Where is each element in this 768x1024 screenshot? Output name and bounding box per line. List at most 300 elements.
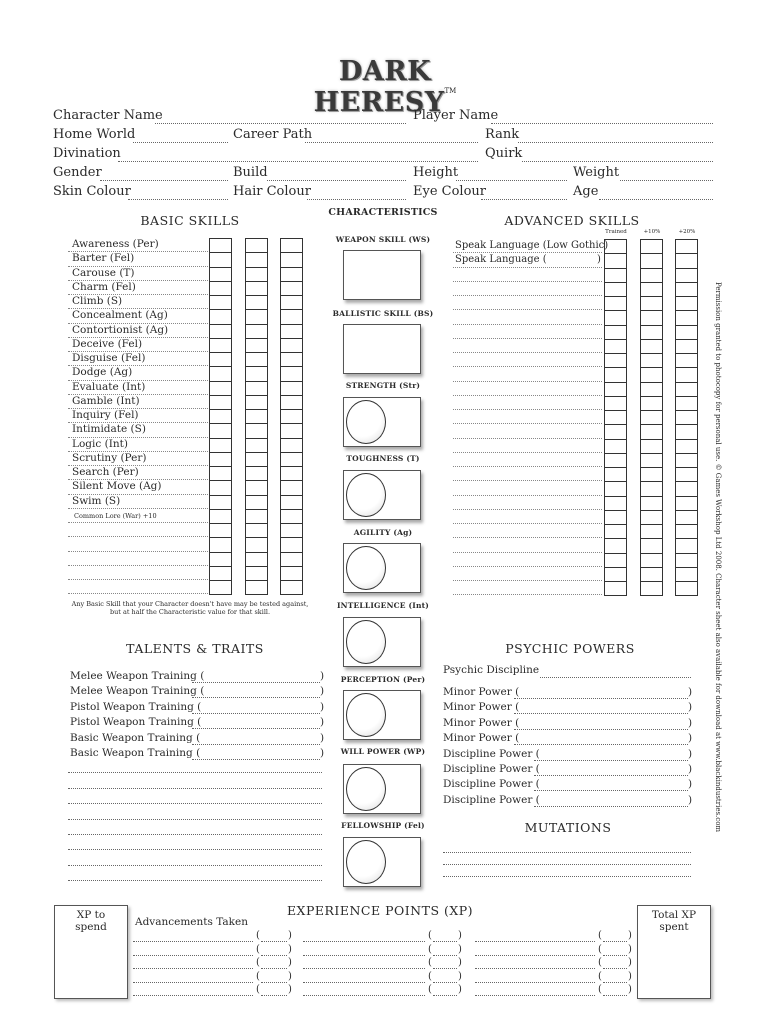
advancement-cost-field[interactable] <box>433 954 457 956</box>
advanced-skill-checkbox[interactable] <box>675 310 698 325</box>
advancement-cost-field[interactable] <box>433 940 457 942</box>
advanced-skill-checkbox[interactable] <box>604 496 627 511</box>
advanced-skill-checkbox[interactable] <box>675 325 698 340</box>
advanced-skill-checkbox[interactable] <box>640 496 663 511</box>
basic-skill-checkbox[interactable] <box>245 366 268 381</box>
advanced-skill-line[interactable] <box>453 509 602 510</box>
advanced-skill-checkbox[interactable] <box>675 567 698 582</box>
advanced-skill-checkbox[interactable] <box>604 310 627 325</box>
advancement-close-paren: ) <box>288 957 292 968</box>
basic-skill-checkbox[interactable] <box>280 552 303 567</box>
basic-skill-checkbox[interactable] <box>245 566 268 581</box>
advanced-skill-checkbox[interactable] <box>640 510 663 525</box>
characteristic-box[interactable] <box>343 324 421 374</box>
basic-skill-checkbox[interactable] <box>280 295 303 310</box>
basic-skill-checkbox[interactable] <box>209 552 232 567</box>
advanced-skill-checkbox[interactable] <box>604 453 627 468</box>
basic-skill-checkbox[interactable] <box>209 238 232 253</box>
advanced-skill-checkbox[interactable] <box>640 268 663 283</box>
label-rank: Rank <box>485 127 520 142</box>
advanced-skill-checkbox[interactable] <box>640 253 663 268</box>
advanced-skill-checkbox[interactable] <box>675 453 698 468</box>
basic-skill-checkbox[interactable] <box>280 580 303 595</box>
talent-line[interactable] <box>68 833 322 835</box>
characteristic-box[interactable] <box>343 837 421 887</box>
advanced-skill-checkbox[interactable] <box>675 538 698 553</box>
advanced-skill-checkbox[interactable] <box>675 439 698 454</box>
advancement-line[interactable] <box>133 954 253 956</box>
basic-skill-checkbox[interactable] <box>280 381 303 396</box>
advanced-skill-checkbox[interactable] <box>675 496 698 511</box>
field-rank[interactable] <box>518 141 713 143</box>
field-character-name[interactable] <box>155 122 406 124</box>
basic-skill-checkbox[interactable] <box>209 466 232 481</box>
advanced-skill-line <box>453 267 602 268</box>
advanced-skill-line[interactable] <box>453 395 602 396</box>
basic-skill-checkbox[interactable] <box>209 324 232 339</box>
characteristic-label: BALLISTIC SKILL (BS) <box>332 309 434 318</box>
advanced-skill-checkbox[interactable] <box>675 396 698 411</box>
field-home-world[interactable] <box>133 141 228 143</box>
talent-field[interactable] <box>192 696 320 698</box>
field-quirk[interactable] <box>522 160 713 162</box>
field-divination[interactable] <box>118 160 478 162</box>
talent-line[interactable] <box>68 879 322 881</box>
advanced-skill-checkbox[interactable] <box>604 325 627 340</box>
advanced-skill-checkbox[interactable] <box>675 467 698 482</box>
basic-skill-checkbox[interactable] <box>280 495 303 510</box>
field-hair-colour[interactable] <box>307 198 406 200</box>
advanced-skill-checkbox[interactable] <box>640 396 663 411</box>
basic-skill-checkbox[interactable] <box>280 509 303 524</box>
basic-skill-label: Disguise (Fel) <box>72 352 146 364</box>
dark-heresy-logo <box>300 56 470 118</box>
advanced-skill-line <box>453 252 602 253</box>
basic-skill-checkbox[interactable] <box>280 409 303 424</box>
basic-skill-checkbox[interactable] <box>209 523 232 538</box>
advanced-skill-checkbox[interactable] <box>640 382 663 397</box>
advanced-skill-line[interactable] <box>453 423 602 424</box>
basic-skill-label: Scrutiny (Per) <box>72 451 147 464</box>
basic-skill-checkbox[interactable] <box>209 338 232 353</box>
advancement-line[interactable] <box>475 981 595 983</box>
basic-skill-checkbox[interactable] <box>209 252 232 267</box>
characteristic-box[interactable] <box>343 397 421 447</box>
advanced-skill-line[interactable] <box>453 594 602 595</box>
basic-skill-checkbox[interactable] <box>245 267 268 282</box>
psychic-power-field[interactable] <box>534 774 688 776</box>
field-gender[interactable] <box>100 179 228 181</box>
basic-skill-checkbox[interactable] <box>245 423 268 438</box>
advanced-skill-line[interactable] <box>453 324 602 325</box>
advanced-skill-checkbox[interactable] <box>604 481 627 496</box>
psychic-discipline-line[interactable] <box>540 676 691 678</box>
advanced-skill-checkbox[interactable] <box>675 410 698 425</box>
basic-skill-checkbox[interactable] <box>209 423 232 438</box>
psychic-power-label: Discipline Power ( <box>443 747 540 760</box>
common-lore-label: Common Lore (War) +10 <box>74 511 157 520</box>
talent-label: Melee Weapon Training ( <box>70 670 205 682</box>
advanced-skill-checkbox[interactable] <box>604 282 627 297</box>
talent-field[interactable] <box>192 712 320 714</box>
advancement-cost-field[interactable] <box>261 994 287 996</box>
advanced-skill-checkbox[interactable] <box>604 424 627 439</box>
field-player-name[interactable] <box>491 122 713 124</box>
advanced-skill-checkbox[interactable] <box>675 382 698 397</box>
basic-skill-checkbox[interactable] <box>245 409 268 424</box>
basic-skill-checkbox[interactable] <box>245 537 268 552</box>
basic-skill-checkbox[interactable] <box>209 381 232 396</box>
field-build[interactable] <box>267 179 406 181</box>
advanced-skill-checkbox[interactable] <box>640 325 663 340</box>
advancement-line[interactable] <box>303 954 425 956</box>
advanced-skill-checkbox[interactable] <box>604 367 627 382</box>
advanced-skill-line[interactable] <box>453 438 602 439</box>
mutation-line[interactable] <box>443 863 691 865</box>
advanced-skill-checkbox[interactable] <box>604 567 627 582</box>
label-player-name: Player Name <box>413 108 499 123</box>
psychic-power-field[interactable] <box>514 743 688 745</box>
basic-skill-checkbox[interactable] <box>209 295 232 310</box>
characteristic-circle[interactable] <box>346 767 386 811</box>
basic-skill-checkbox[interactable] <box>280 252 303 267</box>
basic-skill-checkbox[interactable] <box>209 409 232 424</box>
advanced-skill-checkbox[interactable] <box>675 424 698 439</box>
advancement-open-paren: ( <box>598 984 602 995</box>
characteristic-box[interactable] <box>343 470 421 520</box>
psychic-power-field[interactable] <box>514 712 688 714</box>
basic-skill-checkbox[interactable] <box>209 509 232 524</box>
advanced-skill-line[interactable] <box>453 580 602 581</box>
advancement-cost-field[interactable] <box>261 954 287 956</box>
advanced-column-header: +20% <box>678 229 696 235</box>
advanced-skill-line[interactable] <box>453 281 602 282</box>
basic-skill-checkbox[interactable] <box>209 537 232 552</box>
field-age[interactable] <box>599 198 713 200</box>
advanced-skill-checkbox[interactable] <box>640 453 663 468</box>
advanced-skill-checkbox[interactable] <box>675 524 698 539</box>
field-height[interactable] <box>456 179 567 181</box>
basic-skill-checkbox[interactable] <box>209 566 232 581</box>
advanced-skill-checkbox[interactable] <box>640 581 663 596</box>
advanced-skill-line[interactable] <box>453 352 602 353</box>
advanced-skill-checkbox[interactable] <box>640 538 663 553</box>
talent-line[interactable] <box>68 818 322 820</box>
advanced-skill-checkbox[interactable] <box>604 581 627 596</box>
advanced-skill-line[interactable] <box>453 295 602 296</box>
advanced-skill-line[interactable] <box>453 452 602 453</box>
advancement-cost-field[interactable] <box>433 967 457 969</box>
advanced-skill-checkbox[interactable] <box>675 253 698 268</box>
characteristics-heading: CHARACTERISTICS <box>328 207 438 218</box>
advanced-skill-checkbox[interactable] <box>604 553 627 568</box>
basic-skill-checkbox[interactable] <box>245 509 268 524</box>
advancement-close-paren: ) <box>288 930 292 941</box>
advanced-skill-checkbox[interactable] <box>640 467 663 482</box>
characteristic-circle[interactable] <box>346 546 386 590</box>
advanced-skill-checkbox[interactable] <box>640 310 663 325</box>
basic-skill-checkbox[interactable] <box>280 324 303 339</box>
basic-skill-checkbox[interactable] <box>245 309 268 324</box>
basic-skill-checkbox[interactable] <box>209 438 232 453</box>
advanced-skill-checkbox[interactable] <box>604 467 627 482</box>
basic-skill-checkbox[interactable] <box>245 523 268 538</box>
advanced-skill-checkbox[interactable] <box>675 296 698 311</box>
advancement-line[interactable] <box>475 954 595 956</box>
advancement-line[interactable] <box>133 994 253 996</box>
mutation-line[interactable] <box>443 875 691 877</box>
advanced-skill-checkbox[interactable] <box>640 481 663 496</box>
basic-skill-checkbox[interactable] <box>245 480 268 495</box>
basic-skill-checkbox[interactable] <box>280 309 303 324</box>
talent-field[interactable] <box>192 727 320 729</box>
field-eye-colour[interactable] <box>481 198 567 200</box>
advanced-skills-heading: ADVANCED SKILLS <box>504 213 640 228</box>
basic-skill-checkbox[interactable] <box>209 352 232 367</box>
talent-field[interactable] <box>192 681 320 683</box>
advanced-skill-checkbox[interactable] <box>604 296 627 311</box>
advanced-skill-checkbox[interactable] <box>675 239 698 254</box>
basic-skill-checkbox[interactable] <box>209 309 232 324</box>
basic-skill-line[interactable] <box>68 593 208 594</box>
psychic-power-field[interactable] <box>534 789 688 791</box>
advanced-skill-line[interactable] <box>453 338 602 339</box>
advanced-skill-checkbox[interactable] <box>604 268 627 283</box>
label-home-world: Home World <box>53 127 136 142</box>
advanced-skill-line[interactable] <box>453 466 602 467</box>
psychic-close-paren: ) <box>688 732 693 745</box>
advanced-skill-checkbox[interactable] <box>640 524 663 539</box>
advanced-skill-checkbox[interactable] <box>640 424 663 439</box>
advancement-line[interactable] <box>303 940 425 942</box>
advanced-skill-checkbox[interactable] <box>675 481 698 496</box>
advanced-skill-checkbox[interactable] <box>640 410 663 425</box>
basic-skill-checkbox[interactable] <box>245 395 268 410</box>
talents-heading: TALENTS & TRAITS <box>126 641 264 656</box>
basic-skill-checkbox[interactable] <box>280 523 303 538</box>
basic-skill-checkbox[interactable] <box>280 480 303 495</box>
psychic-power-field[interactable] <box>514 697 688 699</box>
advanced-skill-checkbox[interactable] <box>640 367 663 382</box>
advanced-skill-checkbox[interactable] <box>640 567 663 582</box>
advanced-skill-checkbox[interactable] <box>604 538 627 553</box>
basic-skill-label: Barter (Fel) <box>72 252 135 265</box>
basic-skill-checkbox[interactable] <box>245 466 268 481</box>
advanced-skill-checkbox[interactable] <box>675 367 698 382</box>
basic-skill-checkbox[interactable] <box>280 537 303 552</box>
advanced-skill-checkbox[interactable] <box>640 353 663 368</box>
advanced-skill-checkbox[interactable] <box>640 282 663 297</box>
characteristic-box[interactable] <box>343 543 421 593</box>
basic-skill-line[interactable] <box>68 551 208 552</box>
basic-skill-checkbox[interactable] <box>280 395 303 410</box>
basic-skill-line[interactable] <box>68 536 208 537</box>
basic-skill-checkbox[interactable] <box>280 352 303 367</box>
talent-line[interactable] <box>68 864 322 866</box>
basic-skill-checkbox[interactable] <box>245 281 268 296</box>
basic-skill-checkbox[interactable] <box>209 452 232 467</box>
psychic-power-field[interactable] <box>534 759 688 761</box>
advanced-skill-line[interactable] <box>453 409 602 410</box>
advanced-skill-checkbox[interactable] <box>675 268 698 283</box>
advancement-line[interactable] <box>133 940 253 942</box>
advancement-line[interactable] <box>303 967 425 969</box>
characteristic-box[interactable] <box>343 250 421 300</box>
label-height: Height <box>413 165 459 180</box>
advanced-skill-line[interactable] <box>453 309 602 310</box>
basic-skill-checkbox[interactable] <box>245 452 268 467</box>
basic-skill-checkbox[interactable] <box>280 566 303 581</box>
talent-line[interactable] <box>68 848 322 850</box>
basic-skill-checkbox[interactable] <box>209 495 232 510</box>
advanced-skill-line[interactable] <box>453 523 602 524</box>
advanced-skill-line[interactable] <box>453 366 602 367</box>
basic-skill-checkbox[interactable] <box>280 366 303 381</box>
total-xp-box[interactable] <box>637 905 711 999</box>
advanced-skill-checkbox[interactable] <box>675 339 698 354</box>
basic-skill-checkbox[interactable] <box>209 267 232 282</box>
basic-skill-checkbox[interactable] <box>209 480 232 495</box>
advanced-skill-line[interactable] <box>453 566 602 567</box>
advancement-cost-field[interactable] <box>603 967 627 969</box>
basic-skill-checkbox[interactable] <box>280 438 303 453</box>
basic-skill-checkbox[interactable] <box>245 295 268 310</box>
basic-skill-checkbox[interactable] <box>245 338 268 353</box>
basic-skill-checkbox[interactable] <box>280 423 303 438</box>
advanced-skill-checkbox[interactable] <box>640 296 663 311</box>
characteristic-circle[interactable] <box>346 400 386 444</box>
advanced-skill-checkbox[interactable] <box>675 510 698 525</box>
advanced-skill-checkbox[interactable] <box>675 581 698 596</box>
psychic-powers-heading: PSYCHIC POWERS <box>505 641 635 656</box>
advancement-line[interactable] <box>303 981 425 983</box>
advanced-skill-checkbox[interactable] <box>604 510 627 525</box>
characteristic-circle[interactable] <box>346 840 386 884</box>
basic-skill-line[interactable] <box>68 565 208 566</box>
advanced-skill-line[interactable] <box>453 552 602 553</box>
advancement-cost-field[interactable] <box>603 940 627 942</box>
basic-skill-checkbox[interactable] <box>280 267 303 282</box>
basic-skill-checkbox[interactable] <box>245 552 268 567</box>
talent-field[interactable] <box>192 743 320 745</box>
basic-skill-checkbox[interactable] <box>245 495 268 510</box>
advanced-skill-line[interactable] <box>453 381 602 382</box>
basic-skill-checkbox[interactable] <box>280 281 303 296</box>
advanced-skill-line[interactable] <box>453 537 602 538</box>
advanced-skill-checkbox[interactable] <box>604 239 627 254</box>
advanced-skill-checkbox[interactable] <box>604 353 627 368</box>
advancement-cost-field[interactable] <box>261 981 287 983</box>
advancement-cost-field[interactable] <box>603 981 627 983</box>
psychic-power-field[interactable] <box>534 805 688 807</box>
characteristic-label: FELLOWSHIP (Fel) <box>341 821 425 830</box>
basic-skill-checkbox[interactable] <box>245 238 268 253</box>
advancement-cost-field[interactable] <box>261 940 287 942</box>
advanced-skill-checkbox[interactable] <box>604 382 627 397</box>
advancements-label: Advancements Taken <box>135 916 249 928</box>
advanced-skill-line[interactable] <box>453 480 602 481</box>
talent-field[interactable] <box>192 758 320 760</box>
basic-skill-line[interactable] <box>68 579 208 580</box>
advanced-skill-checkbox[interactable] <box>604 253 627 268</box>
basic-skill-checkbox[interactable] <box>245 252 268 267</box>
psychic-close-paren: ) <box>688 778 693 791</box>
advanced-skill-line[interactable] <box>453 495 602 496</box>
mutation-line[interactable] <box>443 851 691 853</box>
advancement-line[interactable] <box>475 994 595 996</box>
advanced-skill-checkbox[interactable] <box>604 410 627 425</box>
advancement-cost-field[interactable] <box>433 994 457 996</box>
characteristic-circle[interactable] <box>346 473 386 517</box>
talent-line[interactable] <box>68 802 322 804</box>
basic-skill-checkbox[interactable] <box>245 580 268 595</box>
characteristic-box[interactable] <box>343 617 421 667</box>
advanced-skill-checkbox[interactable] <box>640 553 663 568</box>
psychic-power-label: Discipline Power ( <box>443 763 540 775</box>
psychic-power-label: Minor Power ( <box>443 716 520 729</box>
advancement-cost-field[interactable] <box>603 954 627 956</box>
basic-skill-checkbox[interactable] <box>209 580 232 595</box>
logo-title: DARK HERESY <box>313 56 445 118</box>
talent-line[interactable] <box>68 787 322 789</box>
basic-skill-checkbox[interactable] <box>280 466 303 481</box>
advanced-skill-checkbox[interactable] <box>640 439 663 454</box>
characteristic-label: STRENGTH (Str) <box>345 381 421 390</box>
characteristic-circle[interactable] <box>346 620 386 664</box>
advancement-line[interactable] <box>475 940 595 942</box>
characteristic-box[interactable] <box>343 764 421 814</box>
basic-skill-checkbox[interactable] <box>245 352 268 367</box>
advanced-skill-checkbox[interactable] <box>604 524 627 539</box>
basic-skill-checkbox[interactable] <box>209 366 232 381</box>
psychic-power-field[interactable] <box>514 728 688 730</box>
basic-skill-checkbox[interactable] <box>245 381 268 396</box>
advancement-line[interactable] <box>303 994 425 996</box>
basic-skill-checkbox[interactable] <box>280 452 303 467</box>
advanced-skill-checkbox[interactable] <box>604 439 627 454</box>
basic-skill-checkbox[interactable] <box>280 338 303 353</box>
advanced-skill-checkbox[interactable] <box>604 396 627 411</box>
basic-skill-checkbox[interactable] <box>209 395 232 410</box>
advancement-cost-field[interactable] <box>433 981 457 983</box>
characteristic-label: TOUGHNESS (T) <box>346 454 420 463</box>
basic-skill-checkbox[interactable] <box>209 281 232 296</box>
advancement-line[interactable] <box>475 967 595 969</box>
advancement-line[interactable] <box>133 967 253 969</box>
advanced-skill-checkbox[interactable] <box>675 282 698 297</box>
advancement-cost-field[interactable] <box>261 967 287 969</box>
advancement-line[interactable] <box>133 981 253 983</box>
characteristic-label: AGILITY (Ag) <box>353 528 413 537</box>
advanced-skill-checkbox[interactable] <box>640 339 663 354</box>
field-career-path[interactable] <box>305 141 478 143</box>
advanced-skill-checkbox[interactable] <box>640 239 663 254</box>
field-skin-colour[interactable] <box>128 198 228 200</box>
xp-to-spend-box[interactable] <box>54 905 128 999</box>
characteristic-box[interactable] <box>343 690 421 740</box>
advanced-skill-checkbox[interactable] <box>604 339 627 354</box>
advanced-skill-checkbox[interactable] <box>675 353 698 368</box>
talent-line[interactable] <box>68 771 322 773</box>
basic-skill-checkbox[interactable] <box>245 324 268 339</box>
field-weight[interactable] <box>620 179 713 181</box>
basic-skill-checkbox[interactable] <box>245 438 268 453</box>
advanced-skill-checkbox[interactable] <box>675 553 698 568</box>
characteristic-circle[interactable] <box>346 693 386 737</box>
basic-skill-checkbox[interactable] <box>280 238 303 253</box>
advancement-cost-field[interactable] <box>603 994 627 996</box>
basic-skill-label: Contortionist (Ag) <box>72 323 169 336</box>
